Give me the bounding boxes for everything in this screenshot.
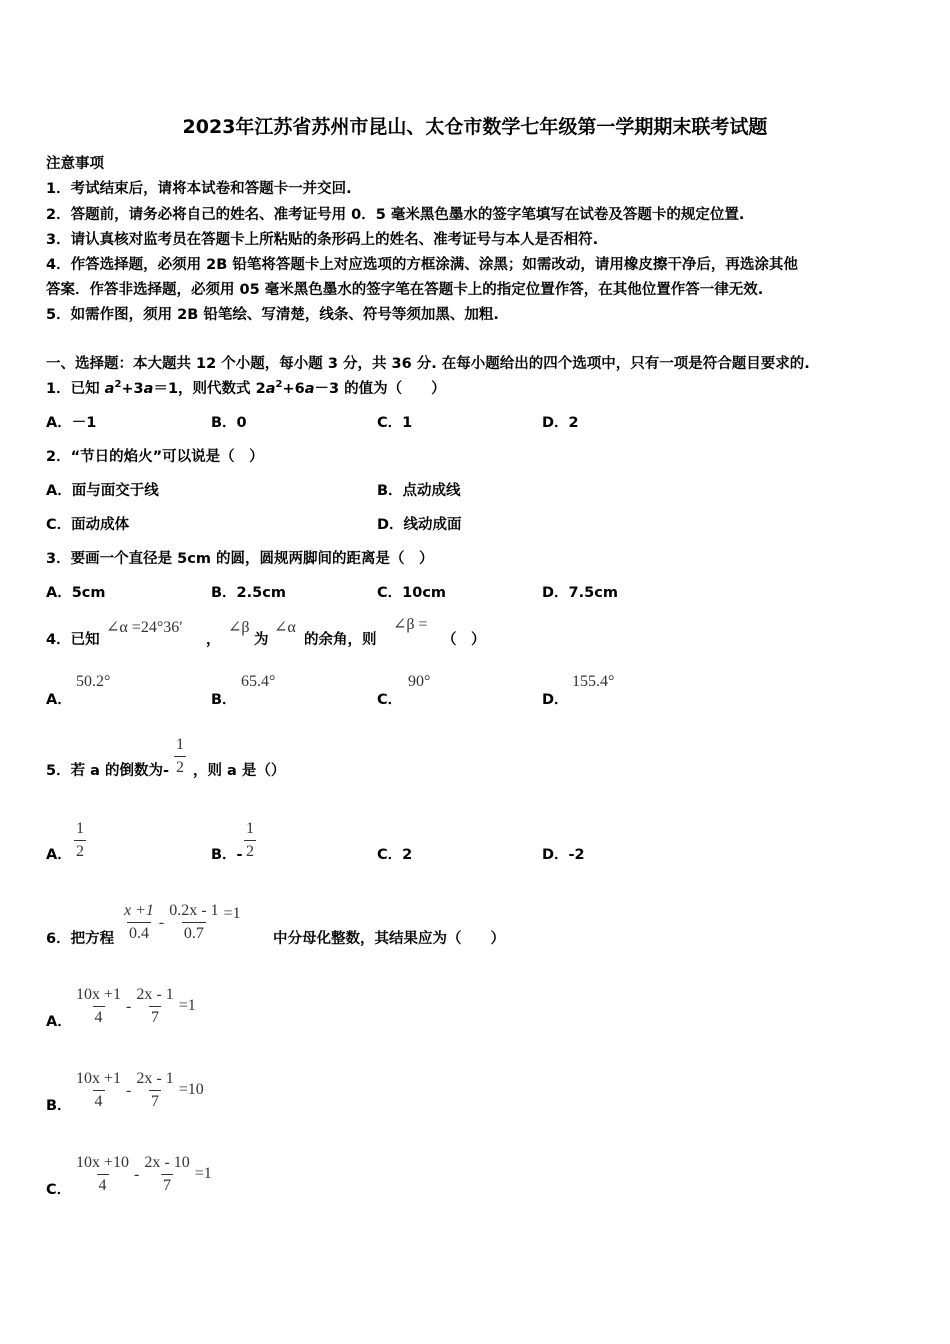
question-4-option-d-value: 155.4°	[572, 673, 615, 690]
question-5-option-c: C．2	[377, 847, 413, 863]
question-2-stem: 2．“节日的焰火”可以说是（ ）	[46, 449, 264, 465]
question-4-option-c-value: 90°	[408, 673, 431, 690]
question-1-option-d: D．2	[542, 415, 579, 431]
question-6-equation: $\frac{x +1}{0.4}$ - $\frac{0.2x - 1}{0.7}$ =1	[122, 900, 241, 945]
question-6-option-b-label: B．	[46, 1098, 72, 1114]
notice-item: 答案．作答非选择题，必须用 05 毫米黑色墨水的签字笔在答题卡上的指定位置作答，在其他位置作答一律无效.	[46, 282, 764, 298]
question-3-option-d: D．7.5cm	[542, 585, 618, 601]
notice-item: 4．作答选择题，必须用 2B 铅笔将答题卡上对应选项的方框涂满、涂黑；如需改动，请用橡皮擦干净后，再选涂其他	[46, 257, 798, 273]
question-5-option-b-fraction: $\frac{1}{2}$	[244, 818, 256, 863]
question-4-prefix: 4．已知	[46, 632, 100, 648]
question-6-option-a-equation: $\frac{10x +1}{4}$ - $\frac{2x - 1}{7}$ =1	[74, 984, 196, 1029]
question-4-option-a-label: A．	[46, 692, 72, 708]
fraction: $\frac{10x +1}{4}$	[74, 1068, 123, 1113]
question-4-angle-beta: ∠β	[228, 619, 250, 636]
fraction: $\frac{2x - 10}{7}$	[142, 1152, 191, 1197]
question-6-option-b-equation: $\frac{10x +1}{4}$ - $\frac{2x - 1}{7}$ =10	[74, 1068, 204, 1113]
question-6-option-a-label: A．	[46, 1014, 72, 1030]
question-5-option-a-fraction: $\frac{1}{2}$	[74, 818, 86, 863]
question-1-option-b: B．0	[211, 415, 247, 431]
question-4-text: 的余角，则	[304, 632, 377, 648]
page-title: 2023年江苏省苏州市昆山、太仓市数学七年级第一学期期末联考试题	[182, 116, 768, 138]
question-4-option-b-label: B．	[211, 692, 237, 708]
fraction: $\frac{x +1}{0.4}$	[122, 900, 156, 945]
question-4-suffix: （ ）	[442, 632, 486, 648]
fraction: $\frac{10x +10}{4}$	[74, 1152, 131, 1197]
question-4-angle-alpha: ∠α =24°36′	[106, 619, 183, 636]
question-6-option-c-label: C．	[46, 1182, 72, 1198]
fraction: $\frac{10x +1}{4}$	[74, 984, 123, 1029]
question-4-option-c-label: C．	[377, 692, 403, 708]
question-1-stem: 1．已知 $a^2+3a=1$，则代数式 $2a^2+6a-3$ 的值为（ ）	[46, 379, 446, 397]
question-1-option-a: A．－1	[46, 415, 97, 431]
question-2-option-a: A．面与面交于线	[46, 483, 159, 499]
notice-item: 1．考试结束后，请将本试卷和答题卡一并交回.	[46, 181, 352, 197]
question-3-option-c: C．10cm	[377, 585, 447, 601]
question-4-option-a-value: 50.2°	[76, 673, 111, 690]
question-4-comma: ，	[206, 632, 221, 648]
question-4-text: 为	[254, 632, 269, 648]
section-heading: 一、选择题：本大题共 12 个小题，每小题 3 分，共 36 分. 在每小题给出的四个选项中，只有一项是符合题目要求的.	[46, 356, 810, 372]
question-6-option-c-equation: $\frac{10x +10}{4}$ - $\frac{2x - 10}{7}$ =1	[74, 1152, 212, 1197]
question-6-prefix: 6．把方程	[46, 931, 115, 947]
question-5-fraction: $\frac{1}{2}$	[174, 734, 186, 779]
question-1-option-c: C．1	[377, 415, 413, 431]
question-5-option-a-label: A．	[46, 847, 72, 863]
question-5-option-d: D．-2	[542, 847, 585, 863]
question-3-option-b: B．2.5cm	[211, 585, 286, 601]
question-5-suffix: ，则 a 是（）	[193, 763, 286, 779]
notice-item: 3．请认真核对监考员在答题卡上所粘贴的条形码上的姓名、准考证号与本人是否相符.	[46, 232, 599, 248]
question-6-suffix: 中分母化整数，其结果应为（ ）	[273, 931, 505, 947]
question-4-beta-equals: ∠β =	[393, 616, 428, 633]
fraction: $\frac{2x - 1}{7}$	[134, 1068, 175, 1113]
question-2-option-c: C．面动成体	[46, 517, 130, 533]
question-4-option-b-value: 65.4°	[241, 673, 276, 690]
fraction: $\frac{2x - 1}{7}$	[134, 984, 175, 1029]
question-4-angle-alpha-ref: ∠α	[274, 619, 296, 636]
fraction: $\frac{0.2x - 1}{0.7}$	[167, 900, 220, 945]
question-3-option-a: A．5cm	[46, 585, 106, 601]
question-2-option-d: D．线动成面	[377, 517, 462, 533]
question-5-prefix: 5．若 a 的倒数为-	[46, 763, 169, 779]
notice-item: 2．答题前，请务必将自己的姓名、准考证号用 0．5 毫米黑色墨水的签字笔填写在试卷及答题卡的规定位置.	[46, 207, 745, 223]
question-4-option-d-label: D．	[542, 692, 569, 708]
notice-heading: 注意事项	[46, 156, 104, 172]
question-5-option-b-label: B．-	[211, 847, 243, 863]
question-2-option-b: B．点动成线	[377, 483, 461, 499]
notice-item: 5．如需作图，须用 2B 铅笔绘、写清楚，线条、符号等须加黑、加粗.	[46, 307, 499, 323]
question-3-stem: 3．要画一个直径是 5cm 的圆，圆规两脚间的距离是（ ）	[46, 551, 434, 567]
